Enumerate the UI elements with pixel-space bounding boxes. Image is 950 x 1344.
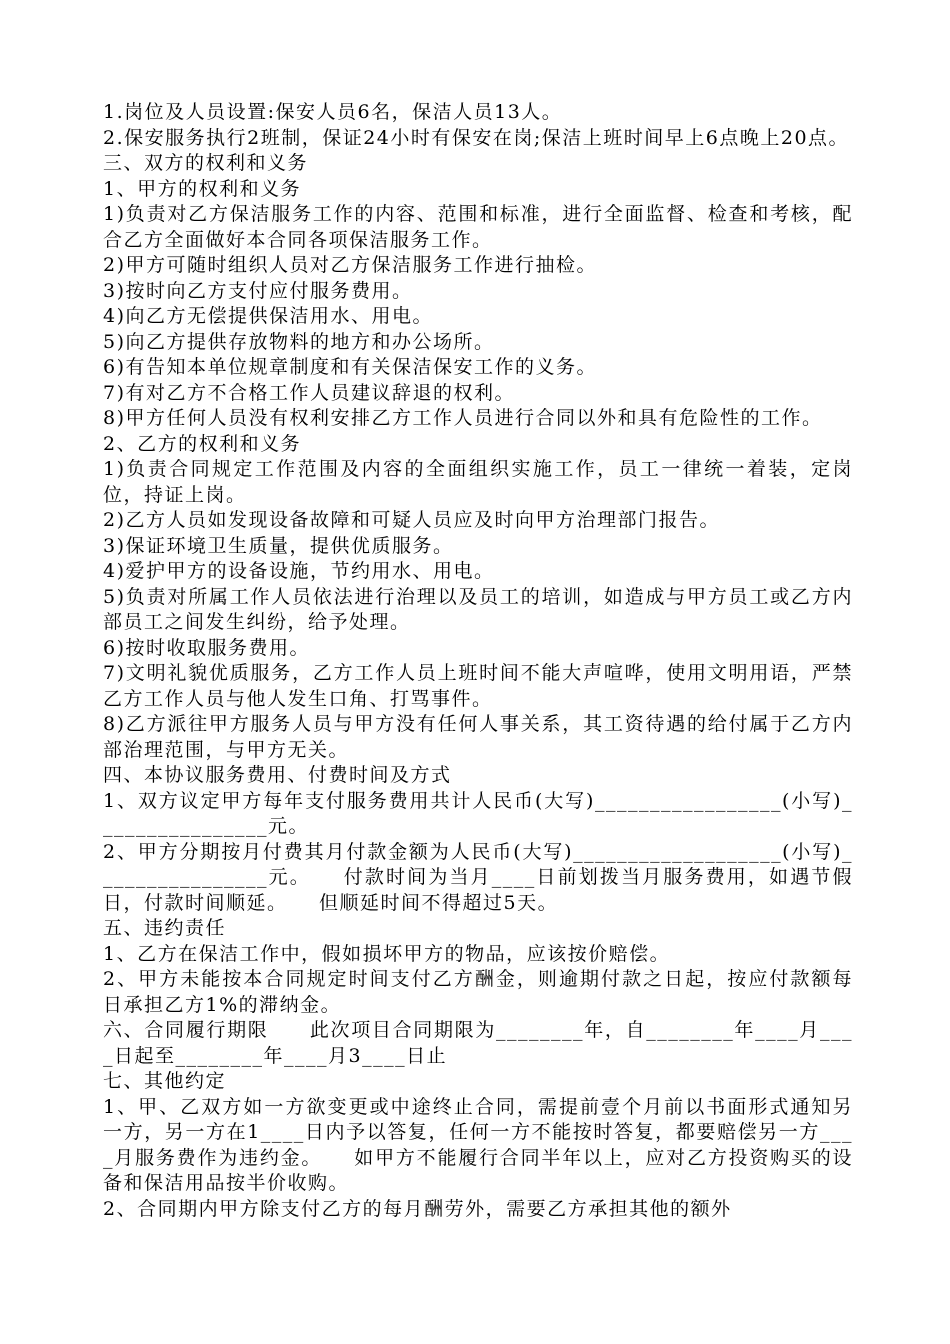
- term-clause: 六、合同履行期限 此次项目合同期限为________年，自________年____月____日起至________年____月3____日止: [103, 1019, 853, 1067]
- fees-item-1: 1、双方议定甲方每年支付服务费用共计人民币(大写)_________________(小写)________________元。: [103, 789, 853, 837]
- party-b-item-4: 4)爱护甲方的设备设施，节约用水、用电。: [103, 560, 495, 582]
- section-heading-rights: 三、双方的权利和义务: [103, 152, 309, 174]
- party-a-item-3: 3)按时向乙方支付应付服务费用。: [103, 279, 413, 302]
- contract-page: [103, 100, 853, 1222]
- party-a-item-1: 1)负责对乙方保洁服务工作的内容、范围和标准，进行全面监督、检查和考核，配合乙方全面做好本合同各项保洁服务工作。: [103, 203, 853, 251]
- staffing-clause: 1.岗位及人员设置:保安人员6名，保洁人员13人。: [103, 101, 563, 123]
- party-b-item-2: 2)乙方人员如发现设备故障和可疑人员应及时向甲方治理部门报告。: [103, 509, 721, 531]
- party-b-item-3: 3)保证环境卫生质量，提供优质服务。: [103, 534, 454, 557]
- party-b-item-8: 8)乙方派往甲方服务人员与甲方没有任何人事关系，其工资待遇的给付属于乙方内部治理范围，与甲方无关。: [103, 713, 853, 761]
- other-item-2: 2、合同期内甲方除支付乙方的每月酬劳外，需要乙方承担其他的额外: [103, 1197, 732, 1220]
- party-b-item-6: 6)按时收取服务费用。: [103, 636, 311, 659]
- subsection-heading-party-a: 1、甲方的权利和义务: [103, 177, 302, 200]
- party-b-item-1: 1)负责合同规定工作范围及内容的全面组织实施工作，员工一律统一着装，定岗位，持证上岗。: [103, 458, 853, 506]
- shift-clause: 2.保安服务执行2班制，保证24小时有保安在岗;保洁上班时间早上6点晚上20点。: [103, 126, 850, 149]
- section-heading-fees: 四、本协议服务费用、付费时间及方式: [103, 764, 452, 786]
- party-a-item-4: 4)向乙方无偿提供保洁用水、用电。: [103, 305, 434, 327]
- party-a-item-6: 6)有告知本单位规章制度和有关保洁保安工作的义务。: [103, 356, 598, 378]
- section-heading-breach: 五、违约责任: [103, 917, 227, 939]
- breach-item-2: 2、甲方未能按本合同规定时间支付乙方酬金，则逾期付款之日起，按应付款额每日承担乙方1%的滞纳金。: [103, 968, 853, 1016]
- party-b-item-5: 5)负责对所属工作人员依法进行治理以及员工的培训，如造成与甲方员工或乙方内部员工之间发生纠纷，给予处理。: [103, 585, 853, 633]
- party-a-item-7: 7)有对乙方不合格工作人员建议辞退的权利。: [103, 381, 516, 404]
- party-a-item-2: 2)甲方可随时组织人员对乙方保洁服务工作进行抽检。: [103, 254, 598, 276]
- party-a-item-8: 8)甲方任何人员没有权利安排乙方工作人员进行合同以外和具有危险性的工作。: [103, 407, 823, 429]
- fees-item-2: 2、甲方分期按月付费其月付款金额为人民币(大写)___________________(小写)________________元。 付款时间为当月____日前划拨当月服务费用，如遇节假日，付款时间顺延。 但顺延时间不得超过5天。: [103, 840, 853, 914]
- subsection-heading-party-b: 2、乙方的权利和义务: [103, 432, 302, 455]
- other-item-1: 1、甲、乙双方如一方欲变更或中途终止合同，需提前壹个月前以书面形式通知另一方，另一方在1____日内予以答复，任何一方不能按时答复，都要赔偿另一方____月服务费作为违约金。 如甲方不能履行合同半年以上，应对乙方投资购买的设备和保洁用品按半价收购。: [103, 1095, 853, 1194]
- breach-item-1: 1、乙方在保洁工作中，假如损坏甲方的物品，应该按价赔偿。: [103, 942, 671, 965]
- party-a-item-5: 5)向乙方提供存放物料的地方和办公场所。: [103, 330, 495, 353]
- party-b-item-7: 7)文明礼貌优质服务，乙方工作人员上班时间不能大声喧哗，使用文明用语，严禁乙方工作人员与他人发生口角、打骂事件。: [103, 662, 853, 710]
- section-heading-other: 七、其他约定: [103, 1070, 227, 1092]
